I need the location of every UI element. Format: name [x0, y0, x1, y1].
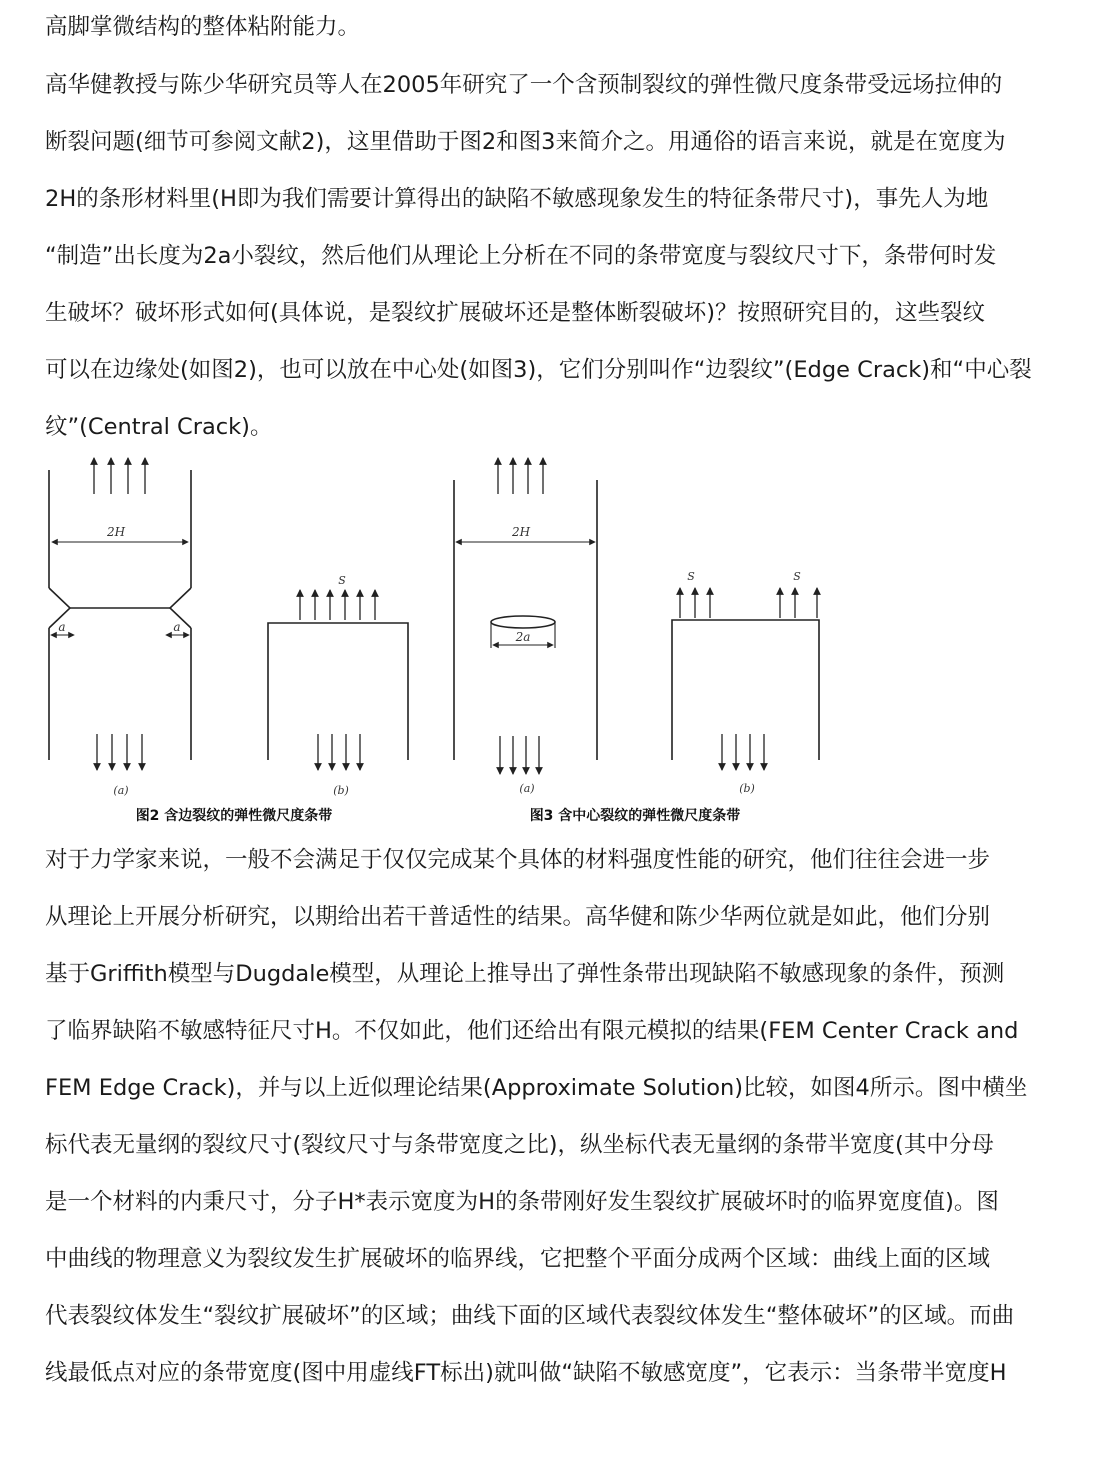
crack-figures — [40, 448, 840, 838]
fig3a-sub-label: (a) — [519, 782, 535, 795]
fig3b-stress-label-right: S — [793, 570, 801, 583]
fig3a-width-label: 2H — [511, 525, 531, 539]
paragraph-3-line-3: 基于Griffith模型与Dugdale模型，从理论上推导出了弹性条带出现缺陷不敏感现象的条件，预测 — [45, 961, 1005, 987]
paragraph-1-line-1: 高脚掌微结构的整体粘附能力。 — [45, 14, 361, 40]
paragraph-2-line-4: “制造”出长度为2a小裂纹，然后他们从理论上分析在不同的条带宽度与裂纹尺寸下，条带何时发 — [45, 243, 997, 269]
fig2a-width-label: 2H — [106, 525, 126, 539]
paragraph-3-line-1: 对于力学家来说，一般不会满足于仅仅完成某个具体的材料强度性能的研究，他们往往会进一步 — [45, 847, 991, 873]
paragraph-2-line-5: 生破坏？破坏形式如何(具体说，是裂纹扩展破坏还是整体断裂破坏)？按照研究目的，这些裂纹 — [45, 300, 986, 326]
fig2a-crack-label-left: a — [58, 620, 66, 634]
fig2b-stress-label: S — [338, 574, 346, 587]
fig2-caption: 图2 含边裂纹的弹性微尺度条带 — [135, 808, 333, 824]
fig3a-crack-label: 2a — [515, 630, 531, 644]
fig3b-sub-label: (b) — [739, 782, 755, 795]
fig3-caption: 图3 含中心裂纹的弹性微尺度条带 — [529, 808, 741, 824]
paragraph-2-line-2: 断裂问题(细节可参阅文献2)，这里借助于图2和图3来简介之。用通俗的语言来说，就是在宽度为 — [45, 129, 1006, 155]
fig3a-drawing — [454, 458, 597, 774]
paragraph-2-line-1: 高华健教授与陈少华研究员等人在2005年研究了一个含预制裂纹的弹性微尺度条带受远场拉伸的 — [45, 72, 1003, 98]
fig2a-crack-label-right: a — [173, 620, 181, 634]
paragraph-3-line-8: 中曲线的物理意义为裂纹发生扩展破坏的临界线，它把整个平面分成两个区域：曲线上面的区域 — [45, 1246, 991, 1272]
paragraph-3-line-9: 代表裂纹体发生“裂纹扩展破坏”的区域；曲线下面的区域代表裂纹体发生“整体破坏”的区域。而曲 — [45, 1303, 1015, 1329]
paragraph-2-line-3: 2H的条形材料里(H即为我们需要计算得出的缺陷不敏感现象发生的特征条带尺寸)，事先人为地 — [45, 186, 989, 212]
fig3b-stress-label-left: S — [687, 570, 695, 583]
fig2b-sub-label: (b) — [333, 784, 349, 797]
paragraph-3-line-4: 了临界缺陷不敏感特征尺寸H。不仅如此，他们还给出有限元模拟的结果(FEM Center Crack and — [45, 1018, 1019, 1044]
fig2a-sub-label: (a) — [113, 784, 129, 797]
paragraph-3-line-10: 线最低点对应的条带宽度(图中用虚线FT标出)就叫做“缺陷不敏感宽度”，它表示：当条带半宽度H — [45, 1360, 1007, 1386]
fig2b-drawing — [268, 590, 408, 770]
paragraph-3-line-6: 标代表无量纲的裂纹尺寸(裂纹尺寸与条带宽度之比)，纵坐标代表无量纲的条带半宽度(其中分母 — [45, 1132, 994, 1158]
paragraph-3-line-2: 从理论上开展分析研究，以期给出若干普适性的结果。高华健和陈少华两位就是如此，他们分别 — [45, 904, 991, 930]
paragraph-3-line-5: FEM Edge Crack)，并与以上近似理论结果(Approximate Solution)比较，如图4所示。图中横坐 — [45, 1075, 1028, 1101]
paragraph-2-line-6: 可以在边缘处(如图2)，也可以放在中心处(如图3)，它们分别叫作“边裂纹”(Edge Crack)和“中心裂 — [45, 357, 1032, 383]
fig2a-drawing — [49, 458, 191, 770]
fig3b-drawing — [672, 588, 819, 770]
paragraph-3-line-7: 是一个材料的内秉尺寸，分子H*表示宽度为H的条带刚好发生裂纹扩展破坏时的临界宽度值)。图 — [45, 1189, 999, 1215]
paragraph-2-line-7: 纹”(Central Crack)。 — [45, 414, 273, 440]
